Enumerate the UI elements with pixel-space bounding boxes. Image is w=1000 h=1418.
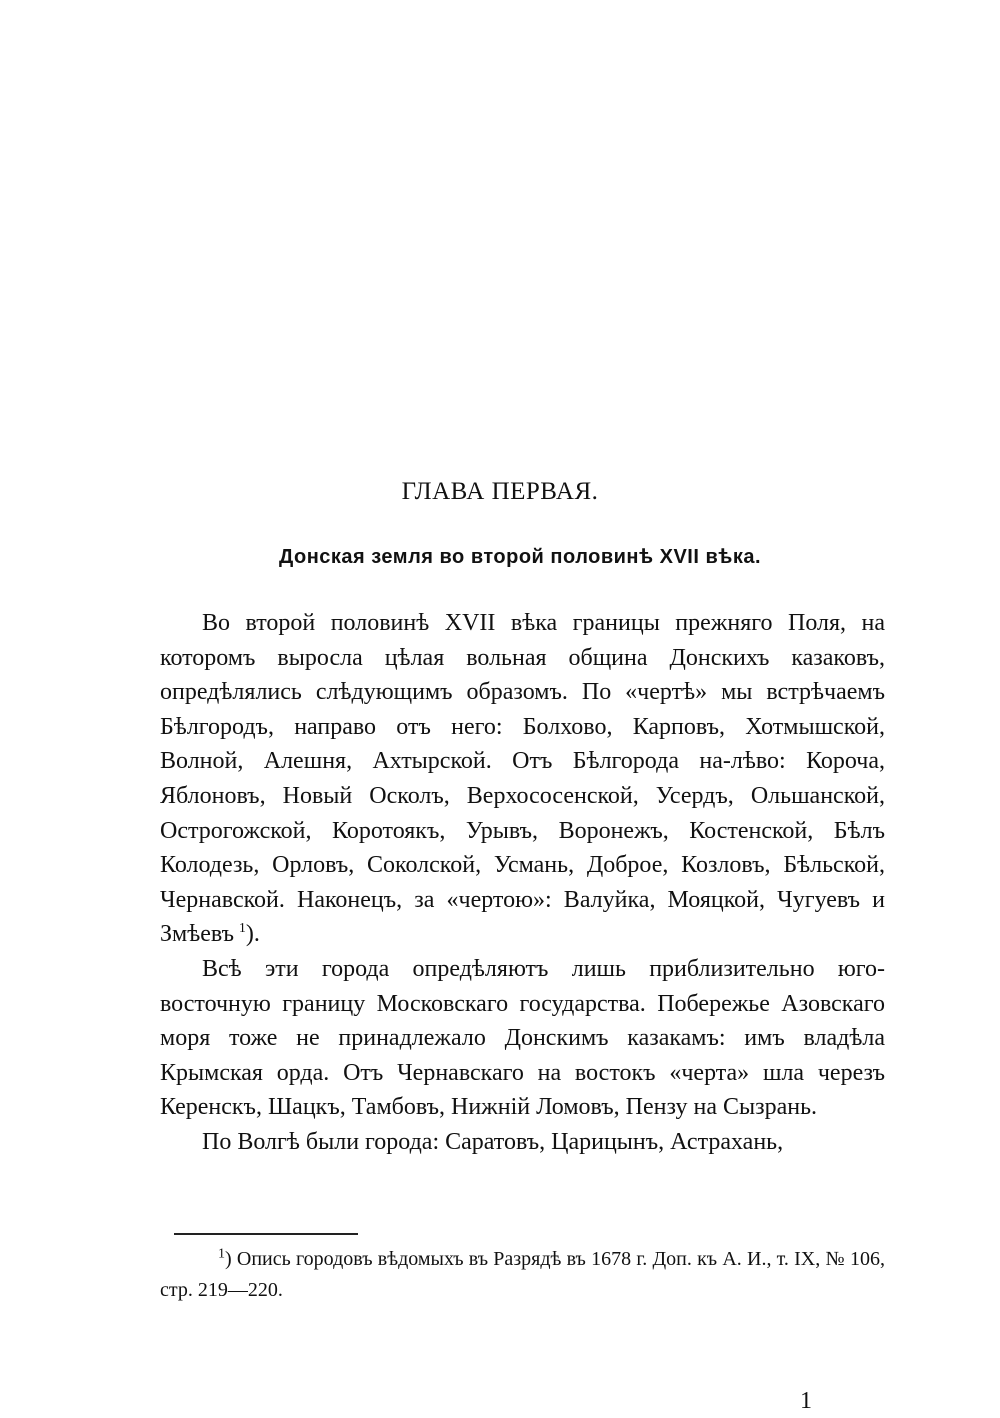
footnote-reference[interactable]: 1 [238,921,246,937]
footnote-divider [174,1233,358,1235]
chapter-title: ГЛАВА ПЕРВАЯ. [401,478,599,505]
body-text [160,606,885,1160]
chapter-subtitle: Донская земля во второй половинѣ XVII вѣка. [278,546,762,568]
paragraph-1-text: Во второй половинѣ XVII вѣка границы прежняго Поля, на которомъ выросла цѣлая вольная община Донскихъ казаковъ, опредѣлялись слѣдующимъ образомъ. По «чертѣ» мы встрѣчаемъ Бѣлгородъ, направо отъ него: Болхово, Карповъ, Хотмышской, Волной, Алешня, Ахтырской. Отъ Бѣлгорода на-лѣво: Короча, Яблоновъ, Новый Осколъ, Верхососенской, Усердъ, Ольшанской, Острогожской, Коротоякъ, Урывъ, Воронежъ, Костенской, Бѣлъ Колодезь, Орловъ, Соколской, Усмань, Доброе, Козловъ, Бѣльской, Чернавской. Наконецъ, за «чертою»: Валуйка, Мояцкой, Чугуевъ и Змѣевъ [160,610,885,948]
footnote [160,1244,885,1306]
footnote-marker: 1 [218,1246,225,1262]
paragraph-2: Всѣ эти города опредѣляютъ лишь приблизительно юго-восточную границу Московскаго государства. Побережье Азовскаго моря тоже не принадлежало Донскимъ казакамъ: имъ владѣла Крымская орда. Отъ Чернавскаго на востокъ «черта» шла черезъ Керенскъ, Шацкъ, Тамбовъ, Нижній Ломовъ, Пензу на Сызрань. [160,955,885,1121]
paragraph-3: По Волгѣ были города: Саратовъ, Царицынъ, Астрахань, [202,1128,784,1155]
paragraph-1-tail: ). [245,921,260,948]
page-number: 1 [800,1388,812,1414]
paragraph-1 [160,606,885,952]
footnote-text: ) Опись городовъ вѣдомыхъ въ Разрядѣ въ 1678 г. Доп. къ А. И., т. IX, № 106, стр. 219—220. [160,1248,885,1301]
